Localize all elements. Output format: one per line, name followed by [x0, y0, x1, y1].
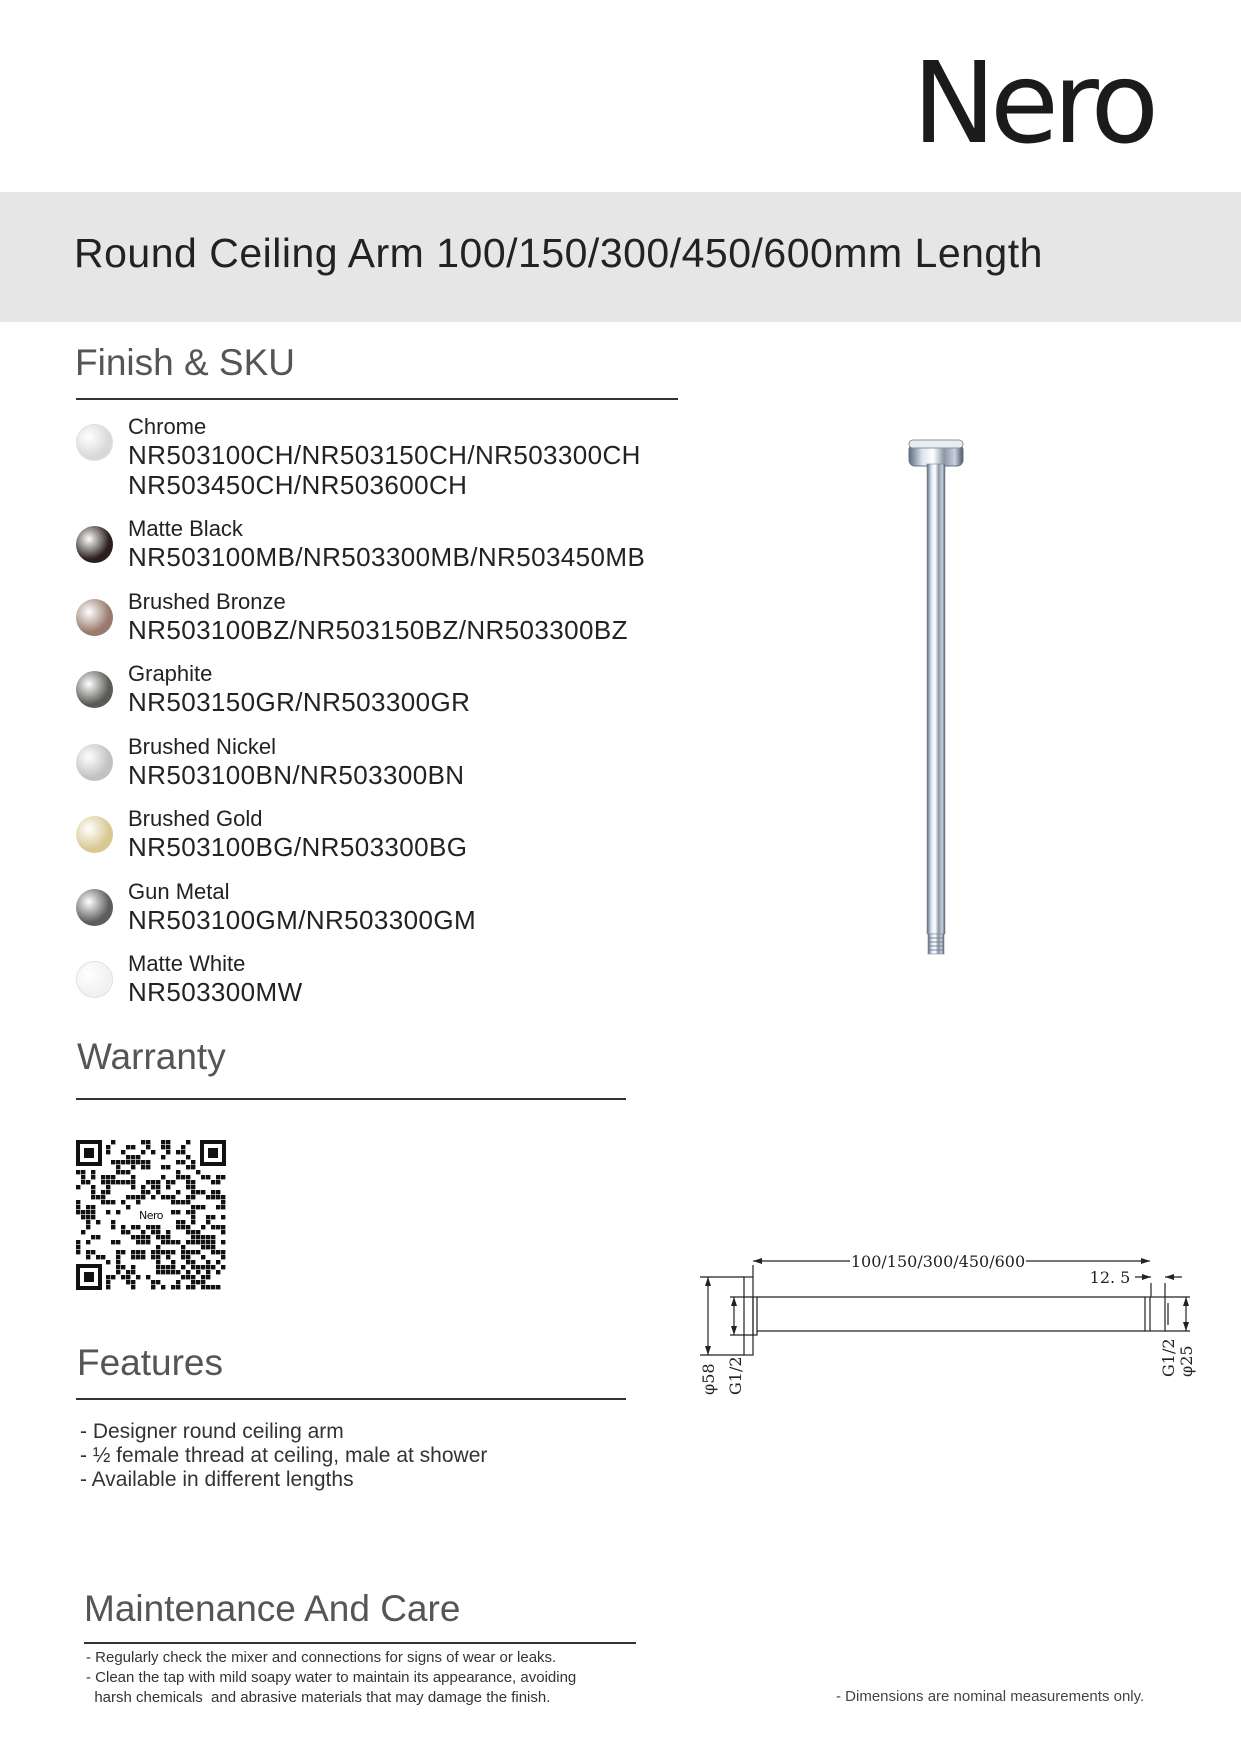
finish-name: Gun Metal: [128, 878, 230, 904]
finish-swatch: [76, 744, 113, 781]
page-title: Round Ceiling Arm 100/150/300/450/600mm Length: [74, 230, 1043, 276]
finish-sku: [128, 687, 470, 717]
sku-line: NR503100BG/NR503300BG: [128, 832, 468, 862]
finish-sku: [128, 905, 476, 935]
qr-center-logo: Nero: [138, 1209, 164, 1222]
ceiling-arm-image: [900, 438, 990, 968]
finish-swatch: [76, 599, 113, 636]
thread-left-label: G1/2: [726, 1356, 745, 1395]
dimension-drawing: [690, 1245, 1210, 1405]
finish-item: [76, 947, 716, 1020]
feature-item: - ½ female thread at ceiling, male at shower: [80, 1444, 488, 1467]
finish-list: [76, 410, 716, 1020]
sku-line: NR503100CH/NR503150CH/NR503300CH: [128, 440, 641, 470]
pipe-diameter-label: φ25: [1177, 1345, 1196, 1377]
sku-line: NR503100BZ/NR503150BZ/NR503300BZ: [128, 614, 628, 645]
finish-name: Matte Black: [128, 516, 243, 541]
finish-name: Brushed Nickel: [128, 733, 276, 759]
maintenance-heading: Maintenance And Care: [84, 1588, 461, 1629]
feature-item: - Available in different lengths: [80, 1468, 354, 1491]
features-rule: [76, 1398, 626, 1400]
finish-item: [76, 875, 716, 948]
maintenance-item: - Regularly check the mixer and connections for signs of wear or leaks.: [86, 1649, 557, 1666]
finish-heading: Finish & SKU: [75, 342, 296, 383]
finish-item: [76, 585, 716, 658]
maintenance-item: harsh chemicals and abrasive materials that may damage the finish.: [86, 1689, 551, 1706]
finish-sku: [128, 615, 628, 645]
sku-line: NR503450CH/NR503600CH: [128, 470, 468, 500]
finish-rule: [76, 398, 678, 400]
finish-item: [76, 410, 716, 512]
sku-line: NR503300MW: [128, 977, 303, 1007]
finish-name: Brushed Bronze: [128, 588, 286, 614]
sku-line: NR503150GR/NR503300GR: [128, 687, 471, 717]
features-heading: Features: [77, 1342, 224, 1383]
finish-sku: [128, 542, 645, 572]
finish-sku: [128, 760, 465, 790]
length-dimension-label: 100/150/300/450/600: [850, 1252, 1026, 1271]
sku-line: NR503100MB/NR503300MB/NR503450MB: [128, 542, 646, 572]
finish-swatch: [76, 424, 113, 461]
finish-item: [76, 512, 716, 585]
warranty-heading: Warranty: [77, 1036, 226, 1077]
title-band: [0, 192, 1241, 322]
finish-name: Chrome: [128, 414, 207, 439]
finish-sku: [128, 977, 303, 1007]
finish-item: [76, 802, 716, 875]
maintenance-list: [86, 1648, 576, 1708]
finish-name: Graphite: [128, 661, 213, 686]
sku-line: NR503100GM/NR503300GM: [128, 904, 477, 935]
finish-swatch: [76, 526, 113, 563]
sku-line: NR503100BN/NR503300BN: [128, 759, 465, 790]
finish-swatch: [76, 671, 113, 708]
nero-logo: Nero: [912, 39, 1153, 169]
maintenance-item: - Clean the tap with mild soapy water to maintain its appearance, avoiding: [86, 1669, 577, 1686]
offset-dimension-label: 12. 5: [1089, 1268, 1131, 1287]
finish-item: [76, 730, 716, 803]
feature-item: - Designer round ceiling arm: [80, 1420, 344, 1443]
finish-item: [76, 657, 716, 730]
finish-name: Brushed Gold: [128, 806, 263, 831]
warranty-qr-code[interactable]: [76, 1140, 226, 1290]
finish-swatch: [76, 961, 113, 998]
warranty-rule: [76, 1098, 626, 1100]
thread-right-label: G1/2: [1159, 1338, 1178, 1377]
finish-sku: [128, 440, 641, 500]
dimensions-footnote: - Dimensions are nominal measurements only.: [836, 1688, 1145, 1705]
maintenance-rule: [84, 1642, 636, 1644]
finish-swatch: [76, 889, 113, 926]
finish-name: Matte White: [128, 951, 246, 976]
flange-diameter-label: φ58: [699, 1363, 718, 1395]
finish-swatch: [76, 816, 113, 853]
features-list: [80, 1420, 487, 1492]
finish-sku: [128, 832, 467, 862]
